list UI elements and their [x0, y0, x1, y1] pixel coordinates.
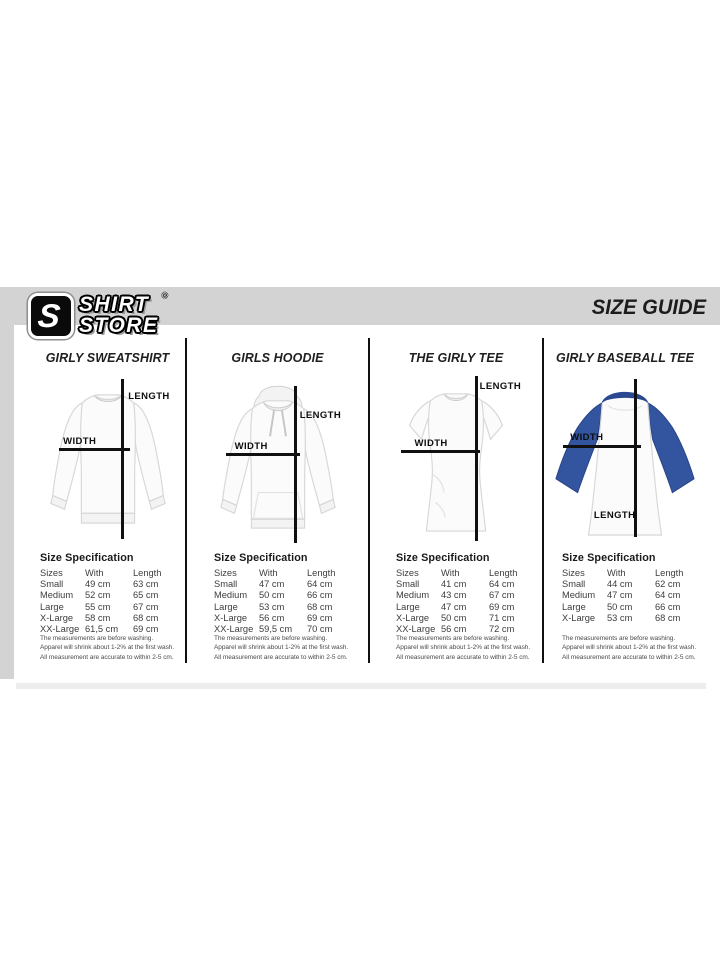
size-cell: 67 cm: [133, 601, 159, 612]
note-line: The measurements are before washing.: [562, 635, 676, 642]
size-cell: X-Large: [214, 612, 248, 623]
girly-tee-illustration: [382, 374, 530, 546]
length-line: [121, 379, 124, 539]
column-title: GIRLS HOODIE: [231, 351, 324, 365]
page-title: SIZE GUIDE: [591, 296, 706, 319]
logo-line-shirt: SHIRT: [79, 293, 150, 316]
size-row: [214, 602, 354, 613]
size-specification: [562, 552, 702, 624]
width-label: WIDTH: [414, 437, 448, 449]
sweatshirt-image: [34, 374, 182, 546]
size-cell: 68 cm: [133, 612, 159, 623]
size-cell: 64 cm: [655, 590, 681, 601]
spec-title: Size Specification: [562, 552, 656, 564]
header-length: Length: [133, 568, 162, 578]
size-cell: 64 cm: [489, 579, 515, 590]
size-cell: 56 cm: [441, 624, 467, 635]
spec-title: Size Specification: [214, 552, 308, 564]
size-cell: 64 cm: [307, 579, 333, 590]
size-cell: 53 cm: [607, 612, 633, 623]
column-title: GIRLY SWEATSHIRT: [45, 351, 170, 365]
length-label: LENGTH: [479, 380, 522, 392]
size-row: [396, 613, 536, 624]
size-cell: Medium: [562, 590, 596, 601]
size-cell: Small: [396, 579, 420, 590]
care-note: [396, 634, 566, 662]
size-cell: 50 cm: [441, 612, 467, 623]
width-line: [59, 448, 130, 451]
width-label: WIDTH: [234, 441, 268, 453]
size-specification: [396, 552, 536, 635]
size-row: [40, 602, 180, 613]
care-note: [562, 634, 720, 662]
spec-title: Size Specification: [396, 552, 490, 564]
length-label: LENGTH: [128, 391, 170, 403]
length-line: [294, 386, 297, 543]
size-cell: 47 cm: [607, 590, 633, 601]
size-cell: 66 cm: [655, 601, 681, 612]
note-line: All measurement are accurate to within 2-5 cm.: [562, 653, 696, 661]
size-cell: 68 cm: [307, 601, 333, 612]
size-column-girly-tee: [370, 338, 542, 668]
size-cell: 56 cm: [259, 612, 285, 623]
size-cell: XX-Large: [396, 624, 436, 635]
girly-tee-image: [382, 374, 530, 546]
size-cell: 71 cm: [489, 612, 515, 623]
hoodie-illustration: [204, 374, 352, 546]
logo-s-letter: S: [36, 297, 62, 334]
size-row: [562, 590, 702, 601]
size-row: [40, 579, 180, 590]
size-table-header: [562, 568, 702, 579]
size-cell: 59,5 cm: [259, 624, 293, 635]
size-table: [40, 579, 180, 635]
care-note: [40, 634, 210, 662]
size-row: [562, 613, 702, 624]
size-cell: 52 cm: [85, 590, 111, 601]
size-column-girls-hoodie: [187, 338, 368, 668]
column-title: THE GIRLY TEE: [408, 351, 504, 365]
header-width: With: [607, 568, 626, 578]
size-row: [396, 602, 536, 613]
size-cell: Small: [214, 579, 238, 590]
size-cell: XX-Large: [214, 624, 254, 635]
size-cell: 66 cm: [307, 590, 333, 601]
logo-wordmark: [79, 293, 168, 337]
note-line: The measurements are before washing.: [396, 635, 510, 642]
size-cell: 44 cm: [607, 579, 633, 590]
size-row: [214, 613, 354, 624]
bottom-edge-shadow: [16, 683, 706, 689]
header-sizes: Sizes: [562, 568, 585, 578]
hoodie-image: [204, 374, 352, 546]
size-specification: [40, 552, 180, 635]
shirt-store-logo: [28, 293, 168, 339]
header-sizes: Sizes: [40, 568, 63, 578]
size-cell: 62 cm: [655, 579, 681, 590]
note-line: Apparel will shrink about 1-2% at the first wash.: [562, 644, 697, 652]
length-line: [475, 376, 478, 541]
header-sizes: Sizes: [396, 568, 419, 578]
header-length: Length: [489, 568, 518, 578]
size-column-girly-baseball-tee: [544, 338, 706, 668]
size-cell: Medium: [40, 590, 74, 601]
note-line: Apparel will shrink about 1-2% at the first wash.: [396, 644, 531, 652]
size-table: [396, 579, 536, 635]
size-table-header: [40, 568, 180, 579]
size-cell: 67 cm: [489, 590, 515, 601]
size-row: [214, 579, 354, 590]
width-label: WIDTH: [63, 435, 97, 447]
length-label: LENGTH: [299, 410, 342, 422]
spec-title: Size Specification: [40, 552, 134, 564]
size-cell: Small: [40, 579, 64, 590]
size-cell: 47 cm: [441, 601, 467, 612]
note-line: All measurement are accurate to within 2-5 cm.: [396, 653, 530, 661]
header-length: Length: [655, 568, 684, 578]
size-cell: 72 cm: [489, 624, 515, 635]
size-cell: Small: [562, 579, 586, 590]
size-cell: 68 cm: [655, 612, 681, 623]
logo-s-icon: [28, 293, 74, 339]
size-cell: Large: [214, 601, 238, 612]
size-cell: X-Large: [40, 612, 74, 623]
size-cell: 53 cm: [259, 601, 285, 612]
width-line: [563, 445, 641, 448]
width-label: WIDTH: [570, 432, 604, 444]
size-row: [562, 602, 702, 613]
baseball-tee-image: [551, 374, 699, 546]
size-table: [214, 579, 354, 635]
note-line: All measurement are accurate to within 2-5 cm.: [40, 653, 174, 661]
size-cell: Large: [396, 601, 420, 612]
size-cell: X-Large: [396, 612, 430, 623]
size-cell: 58 cm: [85, 612, 111, 623]
size-cell: Medium: [214, 590, 248, 601]
size-cell: 55 cm: [85, 601, 111, 612]
size-cell: 63 cm: [133, 579, 159, 590]
size-cell: 61,5 cm: [85, 624, 119, 635]
size-cell: 70 cm: [307, 624, 333, 635]
size-cell: 50 cm: [607, 601, 633, 612]
size-cell: 50 cm: [259, 590, 285, 601]
left-edge-strip: [0, 325, 14, 679]
width-line: [401, 450, 479, 453]
size-cell: Large: [40, 601, 64, 612]
header-sizes: Sizes: [214, 568, 237, 578]
registered-mark: ®: [162, 293, 168, 300]
care-note: [214, 634, 384, 662]
size-cell: 41 cm: [441, 579, 467, 590]
size-row: [562, 579, 702, 590]
note-line: Apparel will shrink about 1-2% at the first wash.: [214, 644, 349, 652]
size-row: [396, 590, 536, 601]
length-label: LENGTH: [593, 509, 636, 521]
size-cell: Medium: [396, 590, 430, 601]
width-line: [226, 453, 300, 456]
size-cell: 69 cm: [489, 601, 515, 612]
header-width: With: [85, 568, 104, 578]
note-line: The measurements are before washing.: [214, 635, 328, 642]
header-width: With: [441, 568, 460, 578]
size-cell: X-Large: [562, 612, 596, 623]
size-row: [40, 613, 180, 624]
column-title: GIRLY BASEBALL TEE: [556, 351, 694, 365]
size-cell: XX-Large: [40, 624, 80, 635]
size-specification: [214, 552, 354, 635]
note-line: The measurements are before washing.: [40, 635, 154, 642]
header-length: Length: [307, 568, 336, 578]
size-table: [562, 579, 702, 624]
size-cell: 69 cm: [133, 624, 159, 635]
header-width: With: [259, 568, 278, 578]
size-row: [396, 579, 536, 590]
size-cell: 69 cm: [307, 612, 333, 623]
size-table-header: [214, 568, 354, 579]
size-cell: 65 cm: [133, 590, 159, 601]
note-line: Apparel will shrink about 1-2% at the first wash.: [40, 644, 175, 652]
size-column-girly-sweatshirt: [30, 338, 185, 668]
size-row: [40, 590, 180, 601]
size-cell: 43 cm: [441, 590, 467, 601]
size-cell: 47 cm: [259, 579, 285, 590]
size-table-header: [396, 568, 536, 579]
size-cell: 49 cm: [85, 579, 111, 590]
size-row: [214, 590, 354, 601]
logo-line-store: STORE: [79, 314, 159, 337]
size-cell: Large: [562, 601, 586, 612]
note-line: All measurement are accurate to within 2-5 cm.: [214, 653, 348, 661]
